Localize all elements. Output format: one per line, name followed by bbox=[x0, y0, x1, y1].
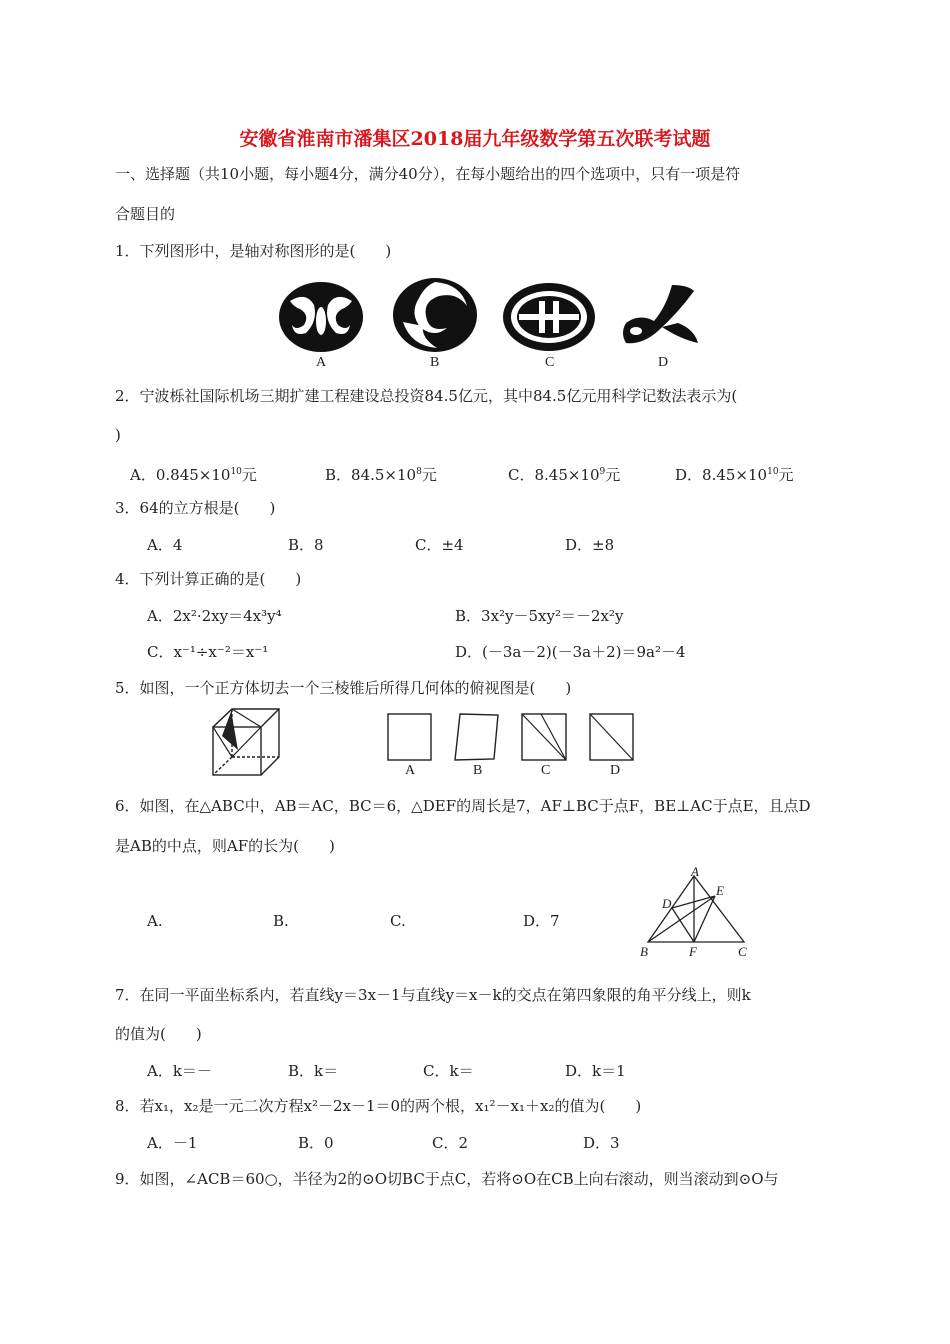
q7-option-d: D．k＝1 bbox=[565, 1062, 626, 1080]
q5-label-b: B bbox=[473, 763, 483, 778]
q6-point-a: A bbox=[691, 864, 699, 879]
q4-option-d: D．(－3a－2)(－3a＋2)＝9a²－4 bbox=[455, 643, 686, 661]
question-6-stem-cont: 是AB的中点，则AF的长为( ) bbox=[115, 837, 335, 855]
q6-point-d: D bbox=[662, 896, 672, 911]
q5-label-a: A bbox=[405, 763, 416, 778]
q1-figure-a bbox=[278, 281, 364, 353]
page-title: 安徽省淮南市潘集区2018届九年级数学第五次联考试题 bbox=[239, 128, 711, 150]
q1-figure-b bbox=[391, 276, 479, 354]
question-1-stem: 1．下列图形中，是轴对称图形的是( ) bbox=[115, 242, 392, 260]
question-5-stem: 5．如图，一个正方体切去一个三棱锥后所得几何体的俯视图是( ) bbox=[115, 679, 572, 697]
q8-option-a: A．－1 bbox=[147, 1134, 198, 1152]
q6-triangle-figure bbox=[636, 866, 756, 960]
question-9-stem: 9．如图，∠ACB＝60○，半径为2的⊙O切BC于点C，若将⊙O在CB上向右滚动，则当滚动到⊙O与 bbox=[115, 1170, 779, 1188]
q4-option-b: B．3x²y－5xy²＝－2x²y bbox=[455, 607, 624, 625]
q3-option-a: A．4 bbox=[147, 536, 183, 554]
q7-option-c: C．k＝ bbox=[423, 1062, 474, 1080]
question-6-stem: 6．如图，在△ABC中，AB＝AC，BC＝6，△DEF的周长是7，AF⊥BC于点F，BE⊥AC于点E，且点D bbox=[115, 797, 811, 815]
q6-option-a: A. bbox=[147, 912, 163, 930]
q5-label-d: D bbox=[610, 763, 621, 778]
q5-label-c: C bbox=[541, 763, 551, 778]
q3-option-c: C．±4 bbox=[415, 536, 464, 554]
q6-point-b: B bbox=[640, 944, 648, 959]
q7-option-b: B．k＝ bbox=[288, 1062, 339, 1080]
q8-option-c: C．2 bbox=[432, 1134, 469, 1152]
question-7-stem-cont: 的值为( ) bbox=[115, 1025, 202, 1043]
question-7-stem: 7．在同一平面坐标系内，若直线y＝3x－1与直线y＝x－k的交点在第四象限的角平分线上，则k bbox=[115, 986, 751, 1004]
q1-label-c: C bbox=[545, 355, 555, 370]
q5-option-c-figure bbox=[521, 713, 567, 761]
q1-label-d: D bbox=[658, 355, 669, 370]
q4-option-c: C．x⁻¹÷x⁻²＝x⁻¹ bbox=[147, 643, 269, 661]
q5-option-b-figure bbox=[454, 713, 500, 761]
q6-point-e: E bbox=[716, 883, 724, 898]
q1-figure-d bbox=[618, 283, 702, 353]
question-3-stem: 3．64的立方根是( ) bbox=[115, 499, 276, 517]
q3-option-b: B．8 bbox=[288, 536, 324, 554]
q1-label-b: B bbox=[430, 355, 440, 370]
section-intro: 一、选择题（共10小题，每小题4分，满分40分），在每小题给出的四个选项中，只有一项是符 bbox=[115, 165, 741, 183]
question-8-stem: 8．若x₁，x₂是一元二次方程x²－2x－1＝0的两个根，x₁²－x₁＋x₂的值为( ) bbox=[115, 1097, 642, 1115]
section-intro-cont: 合题目的 bbox=[115, 205, 176, 223]
q1-label-a: A bbox=[316, 355, 327, 370]
question-2-stem: 2．宁波栎社国际机场三期扩建工程建设总投资84.5亿元，其中84.5亿元用科学记数法表示为( bbox=[115, 387, 738, 405]
question-4-stem: 4．下列计算正确的是( ) bbox=[115, 570, 302, 588]
q1-figure-c bbox=[501, 281, 597, 353]
q2-option-a: A．$0.845\times 10^{10}$元 bbox=[130, 466, 257, 484]
q2-option-c: C．$8.45\times 10^9$元 bbox=[508, 466, 621, 484]
q2-option-b: B．$84.5\times 10^8$元 bbox=[325, 466, 437, 484]
q6-point-c: C bbox=[738, 944, 747, 959]
q3-option-d: D．±8 bbox=[565, 536, 615, 554]
q7-option-a: A．k＝－ bbox=[147, 1062, 212, 1080]
q5-cube-figure bbox=[210, 706, 282, 778]
q6-option-c: C. bbox=[390, 912, 406, 930]
q6-option-d: D．7 bbox=[523, 912, 560, 930]
q5-option-a-figure bbox=[387, 713, 432, 761]
q5-option-d-figure bbox=[589, 713, 634, 761]
q8-option-d: D．3 bbox=[583, 1134, 620, 1152]
q6-point-f: F bbox=[689, 944, 697, 959]
q4-option-a: A．2x²·2xy＝4x³y⁴ bbox=[147, 607, 282, 625]
q2-option-d: D．$8.45\times 10^{10}$元 bbox=[675, 466, 794, 484]
q8-option-b: B．0 bbox=[298, 1134, 334, 1152]
question-2-stem-cont: ) bbox=[115, 426, 121, 444]
q6-option-b: B. bbox=[273, 912, 289, 930]
